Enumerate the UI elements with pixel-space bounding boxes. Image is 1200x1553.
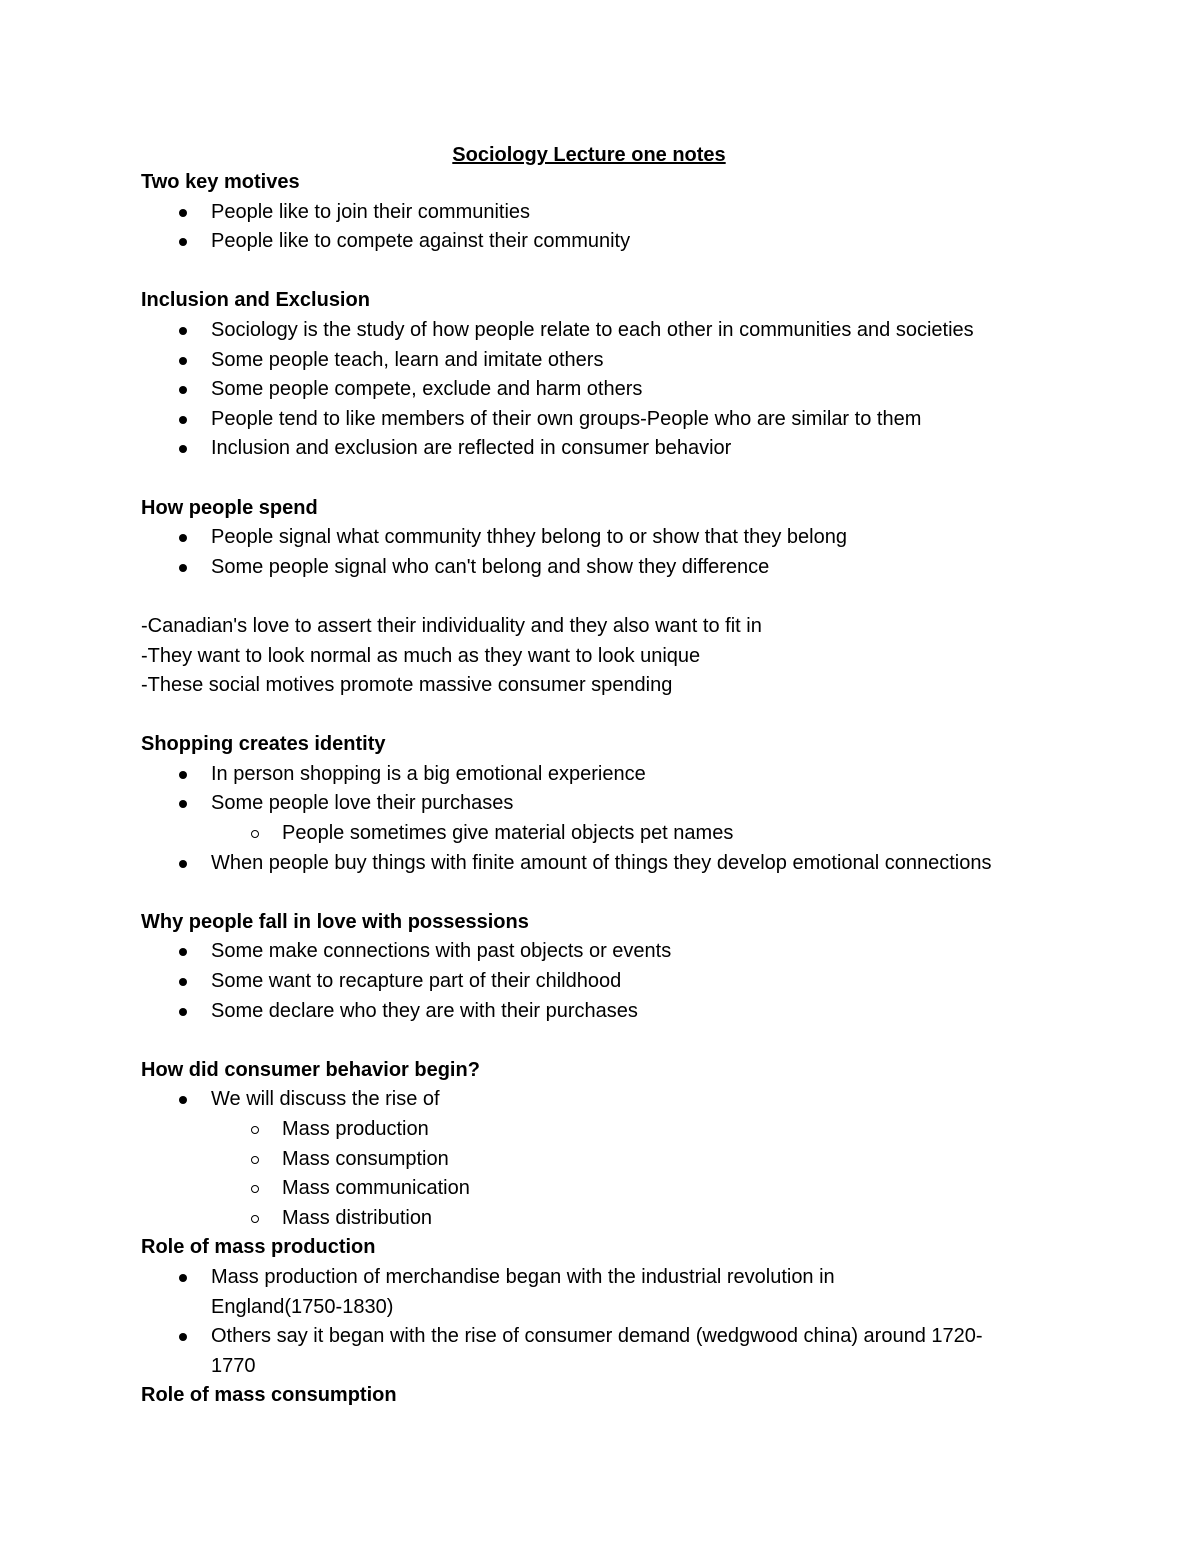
bullet-icon: [179, 564, 187, 572]
list-item: Some people compete, exclude and harm others: [141, 375, 1081, 405]
list-item: People like to join their communities: [141, 198, 1081, 228]
section-heading-spend: How people spend: [141, 496, 318, 519]
bullet-icon: [179, 771, 187, 779]
list-item: People signal what community thhey belong to or show that they belong: [141, 523, 1081, 553]
note-line: -Canadian's love to assert their individuality and they also want to fit in: [141, 614, 762, 637]
bullet-icon: [179, 327, 187, 335]
bullet-icon: [179, 800, 187, 808]
list-item: Some people love their purchases: [141, 789, 1081, 819]
section-heading-consumption: Role of mass consumption: [141, 1384, 397, 1407]
section-heading-begin: How did consumer behavior begin?: [141, 1058, 480, 1081]
section-heading-inclusion: Inclusion and Exclusion: [141, 289, 370, 312]
bullet-icon: [179, 445, 187, 453]
document-body: [141, 168, 1081, 1411]
hollow-bullet-icon: [251, 830, 259, 838]
hollow-bullet-icon: [251, 1156, 259, 1164]
bullet-icon: [179, 860, 187, 868]
sub-list-item: Mass distribution: [141, 1204, 1081, 1234]
bullet-icon: [179, 238, 187, 246]
section-heading-possessions: Why people fall in love with possessions: [141, 910, 529, 933]
list-item: Some declare who they are with their purchases: [141, 997, 1081, 1027]
list-item: Some people signal who can't belong and show they difference: [141, 553, 1081, 583]
sub-list-item: Mass communication: [141, 1174, 1081, 1204]
bullet-icon: [179, 416, 187, 424]
bullet-icon: [179, 978, 187, 986]
sub-list-item: People sometimes give material objects pet names: [141, 819, 1081, 849]
list-item: People like to compete against their community: [141, 227, 1081, 257]
note-line: -These social motives promote massive consumer spending: [141, 674, 673, 697]
bullet-icon: [179, 1096, 187, 1104]
list-item: Some make connections with past objects or events: [141, 937, 1081, 967]
list-item: Mass production of merchandise began with the industrial revolution in England(1750-1830): [141, 1263, 911, 1322]
section-heading-identity: Shopping creates identity: [141, 733, 386, 756]
list-item: In person shopping is a big emotional experience: [141, 760, 1081, 790]
hollow-bullet-icon: [251, 1126, 259, 1134]
list-item: People tend to like members of their own groups-People who are similar to them: [141, 405, 1081, 435]
list-item: When people buy things with finite amount of things they develop emotional connections: [141, 849, 1081, 879]
list-item: Inclusion and exclusion are reflected in consumer behavior: [141, 434, 1081, 464]
hollow-bullet-icon: [251, 1185, 259, 1193]
bullet-icon: [179, 948, 187, 956]
list-item: Some people teach, learn and imitate others: [141, 346, 1081, 376]
note-line: -They want to look normal as much as they want to look unique: [141, 644, 701, 667]
bullet-icon: [179, 1008, 187, 1016]
section-heading-production: Role of mass production: [141, 1236, 376, 1259]
bullet-icon: [179, 534, 187, 542]
list-item: We will discuss the rise of: [141, 1085, 1081, 1115]
hollow-bullet-icon: [251, 1215, 259, 1223]
sub-list-item: Mass production: [141, 1115, 1081, 1145]
sub-list-item: Mass consumption: [141, 1145, 1081, 1175]
bullet-icon: [179, 357, 187, 365]
list-item: Some want to recapture part of their childhood: [141, 967, 1081, 997]
bullet-icon: [179, 209, 187, 217]
bullet-icon: [179, 1274, 187, 1282]
bullet-icon: [179, 1333, 187, 1341]
document-title: Sociology Lecture one notes: [452, 144, 726, 166]
bullet-icon: [179, 386, 187, 394]
list-item: Others say it began with the rise of consumer demand (wedgwood china) around 1720-1770: [141, 1322, 1016, 1381]
list-item: Sociology is the study of how people relate to each other in communities and societies: [141, 316, 1081, 346]
section-heading-motives: Two key motives: [141, 171, 300, 193]
